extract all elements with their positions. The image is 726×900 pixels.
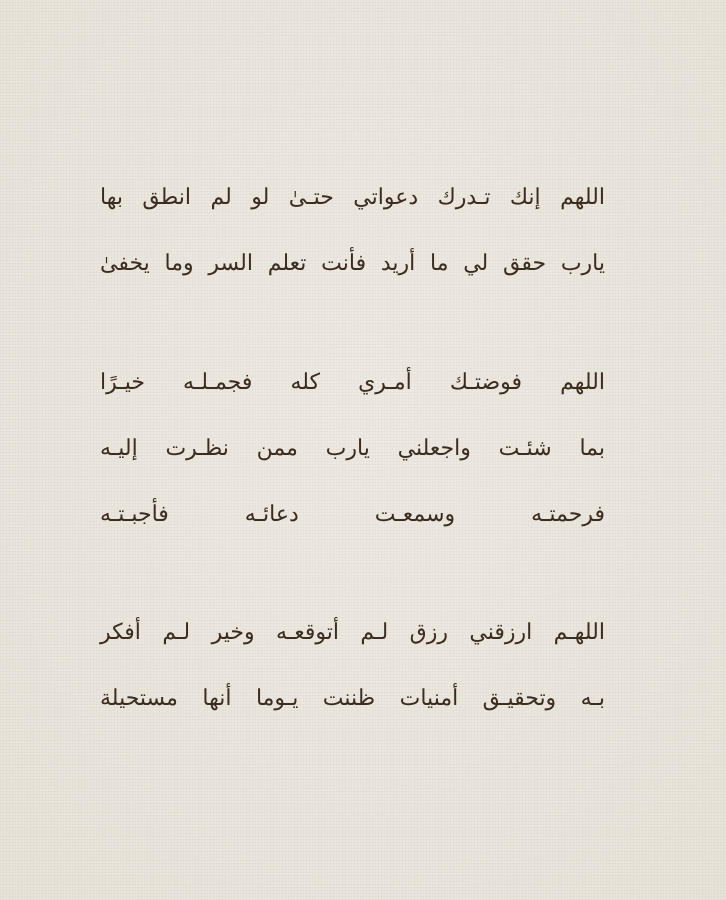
- poem-line: اللهـم ارزقني رزق لـم أتوقعـه وخير لـم أفكر: [100, 620, 605, 645]
- poem-line: بـه وتحقيـق أمنيات ظننت يـوما أنها مستحيلة: [100, 686, 605, 711]
- poem-line: فرحمتـه وسمعـت دعائـه فأجبـتـه: [100, 502, 605, 527]
- stanza-1: [100, 181, 605, 313]
- poem-line: يارب حقق لي ما أريد فأنت تعلم السر وما يخفىٰ: [100, 251, 605, 276]
- poem-line: اللهم فوضتـك أمـري كله فجمـلـه خيـرًا: [100, 370, 605, 395]
- stanza-3: [100, 616, 605, 748]
- poem-line: بما شئـت واجعلني يارب ممن نظـرت إليـه: [100, 436, 605, 461]
- poem-line: اللهم إنك تـدرك دعواتي حتـىٰ لو لم انطق بها: [100, 185, 605, 210]
- stanza-2: [100, 366, 605, 564]
